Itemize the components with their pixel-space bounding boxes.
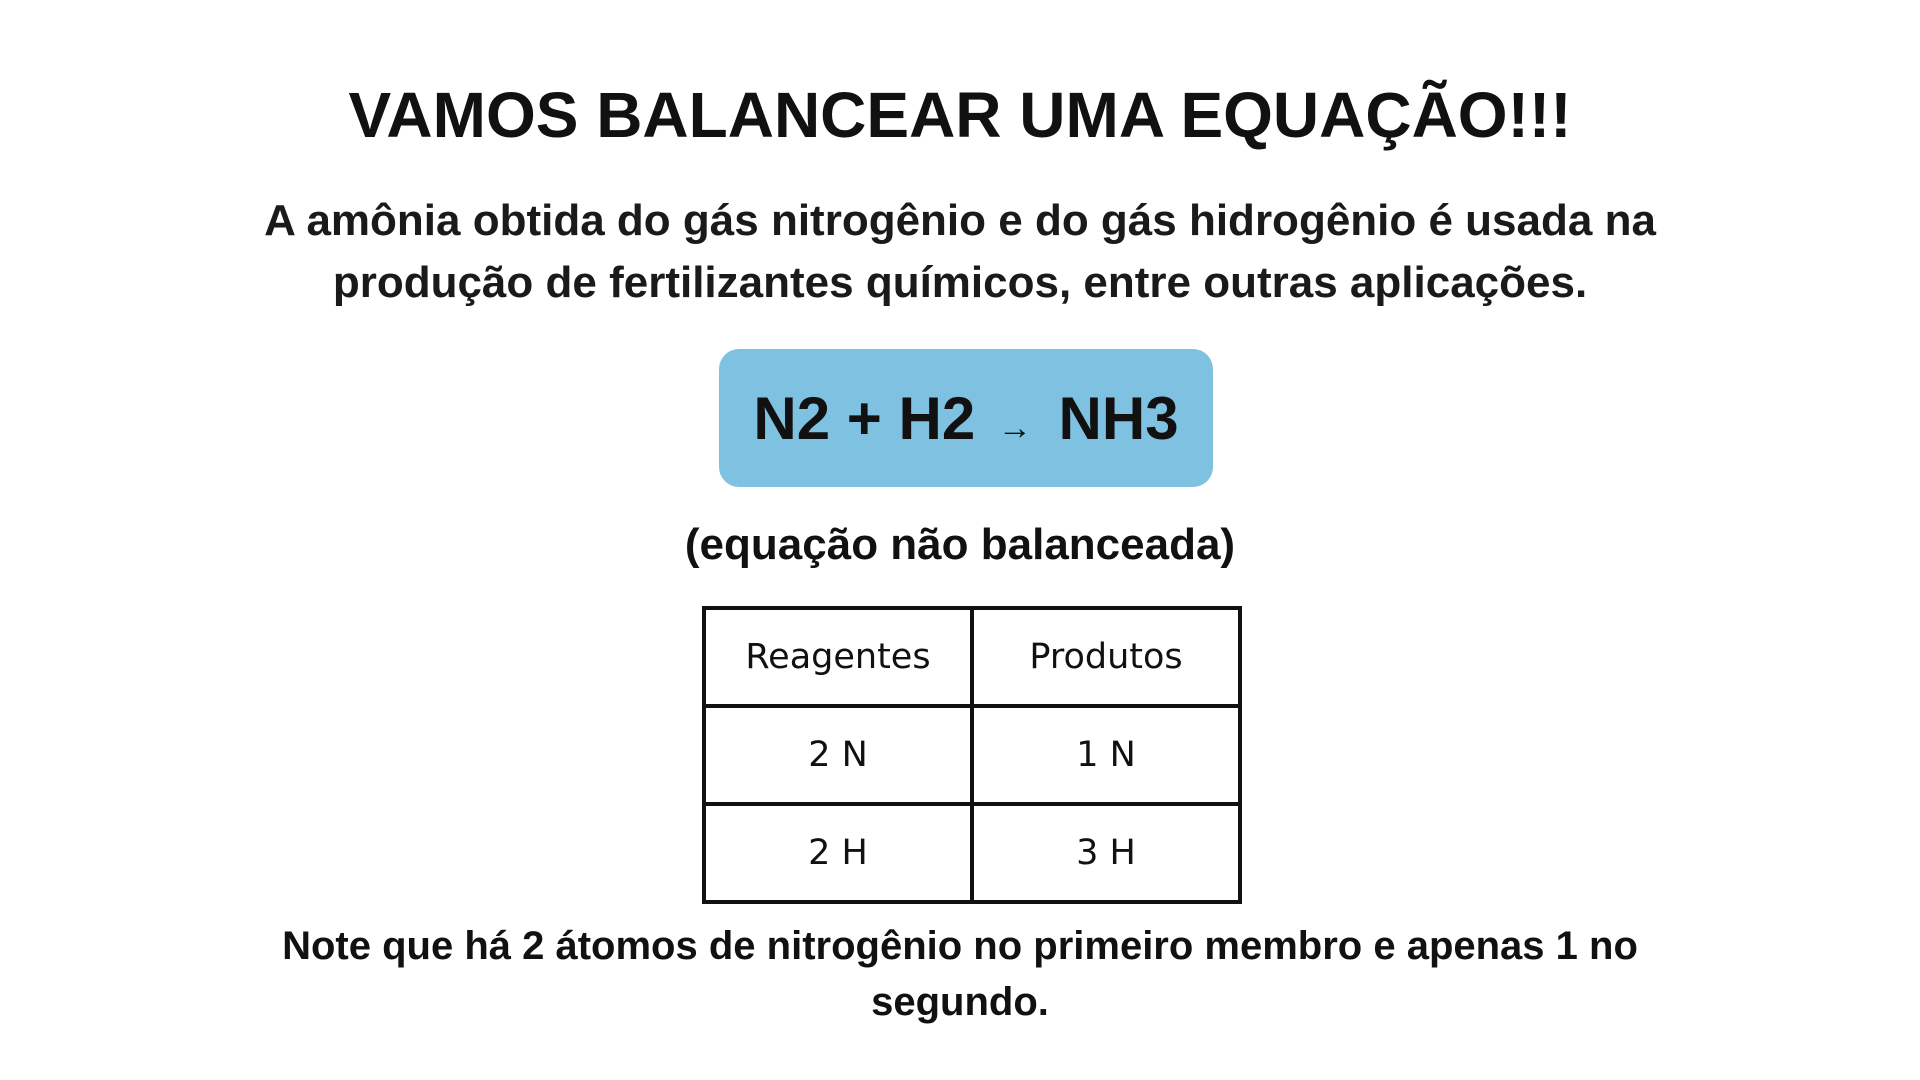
table-row: [704, 804, 1240, 902]
table-row: [704, 706, 1240, 804]
equation-products: NH3: [1058, 384, 1179, 452]
table-header-row: [704, 608, 1240, 706]
header-produtos: Produtos: [972, 608, 1240, 706]
explanation-note: Note que há 2 átomos de nitrogênio no primeiro membro e apenas 1 no segundo.: [282, 924, 1638, 1024]
header-reagentes: Reagentes: [704, 608, 972, 706]
intro-text: A amônia obtida do gás nitrogênio e do gás hidrogênio é usada na produção de fertilizantes químicos, entre outras aplicações.: [264, 196, 1656, 307]
reaction-arrow-icon: →: [997, 408, 1032, 447]
equation-status-note: (equação não balanceada): [684, 520, 1236, 569]
chemical-equation: [753, 384, 1178, 453]
table-cell: 3 H: [972, 804, 1240, 902]
equation-reactants: N2 + H2: [753, 384, 976, 452]
atom-count-table: [702, 606, 1242, 904]
table-cell: 2 H: [704, 804, 972, 902]
page-title: VAMOS BALANCEAR UMA EQUAÇÃO!!!: [348, 79, 1572, 151]
table-cell: 1 N: [972, 706, 1240, 804]
equation-box: [719, 349, 1213, 487]
table-cell: 2 N: [704, 706, 972, 804]
